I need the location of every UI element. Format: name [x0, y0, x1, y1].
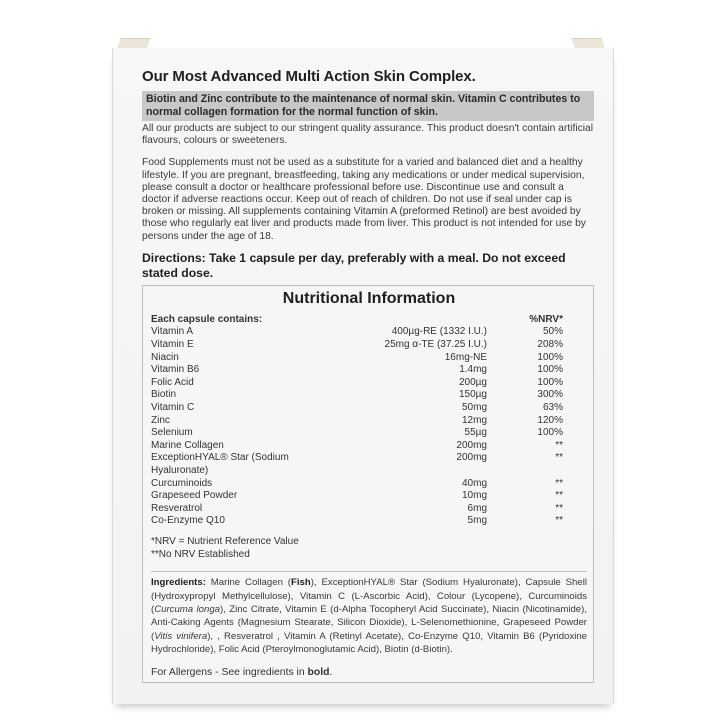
nutrient-row	[151, 427, 587, 440]
nutrient-nrv: 63%	[542, 401, 563, 413]
nutrient-row	[151, 364, 587, 377]
nutrient-row	[151, 415, 587, 428]
nutrient-amount: 25mg α-TE (37.25 I.U.)	[384, 339, 487, 351]
directions: Directions: Take 1 capsule per day, preferably with a meal. Do not exceed stated dose.	[142, 250, 566, 280]
nutrient-row	[151, 503, 587, 516]
quality-assurance-text: All our products are subject to our stringent quality assurance. This product doesn't contain artificial flavours, colours or sweeteners.	[142, 123, 594, 147]
header-nrv: %NRV*	[529, 313, 563, 325]
allergens-bold: bold	[307, 666, 330, 678]
nutrient-amount: 200mg	[456, 439, 487, 451]
nutrient-nrv: 50%	[542, 326, 563, 338]
nutrient-row	[151, 377, 587, 390]
allergens-prefix: For Allergens - See ingredients in	[151, 666, 308, 678]
nutrient-amount: 200mg	[456, 452, 487, 464]
nutrition-notes	[151, 536, 587, 561]
nutrient-amount: 40mg	[461, 477, 487, 489]
nutrient-nrv: 120%	[537, 414, 563, 426]
nutrient-nrv: 208%	[537, 339, 563, 351]
nutrient-nrv: 100%	[537, 376, 563, 388]
ingredients-text	[151, 571, 587, 656]
nutrition-title: Nutritional Information	[282, 289, 456, 307]
nutrient-amount: 50mg	[461, 401, 487, 413]
nutrient-row	[151, 389, 587, 402]
nutrient-amount: 150µg	[458, 389, 487, 401]
nutrient-nrv: **	[555, 439, 563, 451]
nutrient-name: Co-Enzyme Q10	[151, 515, 225, 527]
nutrient-nrv: **	[555, 515, 563, 527]
nutrient-name: Vitamin A	[151, 326, 194, 338]
nutrient-nrv: 100%	[537, 351, 563, 363]
nutrient-nrv: 100%	[537, 427, 563, 439]
nutrient-row	[151, 352, 587, 365]
warning-text: Food Supplements must not be used as a substitute for a varied and balanced diet and a healthy lifestyle. If you are pregnant, breastfeeding, taking any medications or under medical supervision, please consult a doctor or healthcare professional before use. Discontinue use and consult a doctor if adverse reactions occur. Keep out of reach of children. Do not use if seal under cap is broken or missing. All supplements containing Vitamin A (preformed Retinol) are best avoided by those who regularly eat liver and products made from liver. This product is not intended for use by persons under the age of 18.	[142, 157, 586, 242]
nutrient-amount: 6mg	[467, 502, 487, 514]
nutrient-amount: 12mg	[461, 414, 487, 426]
nutrition-header-row	[151, 314, 587, 327]
nutrient-nrv: **	[555, 490, 563, 502]
nutrient-row	[151, 490, 587, 503]
allergens-note	[151, 667, 587, 678]
nutrient-amount: 1.4mg	[459, 364, 487, 376]
label-content	[142, 68, 594, 683]
nutrient-nrv: 300%	[537, 389, 563, 401]
ingredients-part: ), , Resveratrol , Vitamin A (Retinyl Acetate), Co-Enzyme Q10, Vitamin B6 (Pyridoxine Hydrochloride), Folic Acid (Pteroylmonoglutamic Acid), Biotin (d-Biotin).	[151, 630, 587, 656]
header-label: Each capsule contains:	[151, 313, 263, 325]
nutrient-nrv: **	[555, 452, 563, 464]
nutrient-name: Grapeseed Powder	[151, 490, 238, 502]
allergens-suffix: .	[329, 666, 333, 678]
nutrient-name: Curcuminoids	[151, 477, 213, 489]
nutrient-row	[151, 515, 587, 528]
ingredients-label: Ingredients:	[151, 577, 206, 589]
nutrient-name: ExceptionHYAL® Star (Sodium Hyaluronate)	[151, 452, 289, 476]
nutrient-name: Biotin	[151, 389, 177, 401]
latin-vitis: Vitis vinifera	[154, 630, 208, 642]
nutrient-name: Vitamin B6	[151, 364, 200, 376]
nutrient-amount: 16mg-NE	[444, 351, 487, 363]
nutrient-name: Folic Acid	[151, 376, 194, 388]
nutrient-name: Zinc	[151, 414, 170, 426]
nutrient-name: Selenium	[151, 427, 193, 439]
nutrient-name: Vitamin E	[151, 339, 194, 351]
nutrient-nrv: **	[555, 477, 563, 489]
latin-curcuma: Curcuma longa	[154, 603, 221, 615]
nutrition-panel	[142, 285, 594, 683]
ingredients-part: ), Zinc Citrate, Vitamin E (d-Alpha Tocopheryl Acid Succinate), Niacin (Nicotinamide), Anti-Caking Agents (Magnesium Stearate, Silicon Dioxide), L-Selenomethionine, Grapeseed Powder (	[151, 603, 587, 642]
nutrient-row	[151, 402, 587, 415]
note-no-nrv: **No NRV Established	[151, 548, 250, 560]
nutrient-row	[151, 452, 587, 477]
nutrient-name: Resveratrol	[151, 502, 203, 514]
nutrient-amount: 400µg-RE (1332 I.U.)	[391, 326, 487, 338]
nutrient-amount: 5mg	[467, 515, 487, 527]
note-nrv: *NRV = Nutrient Reference Value	[151, 535, 299, 547]
nutrient-name: Marine Collagen	[151, 439, 224, 451]
allergen-fish: Fish	[291, 577, 311, 589]
nutrient-name: Niacin	[151, 351, 179, 363]
nutrition-rows	[151, 326, 587, 528]
ingredients-part: ), ExceptionHYAL® Star (Sodium Hyaluronate), Capsule Shell (Hydroxypropyl Methylcellulose), Vitamin C (L-Ascorbic Acid), Colour (Lycopene), Curcuminoids (	[151, 577, 587, 615]
nutrient-nrv: **	[555, 502, 563, 514]
nutrient-amount: 200µg	[458, 376, 487, 388]
nutrient-row	[151, 339, 587, 352]
nutrient-row	[151, 440, 587, 453]
nutrient-name: Vitamin C	[151, 401, 195, 413]
nutrient-nrv: 100%	[537, 364, 563, 376]
nutrient-amount: 55µg	[464, 427, 487, 439]
ingredients-part: Marine Collagen (	[205, 577, 291, 589]
nutrient-row	[151, 478, 587, 491]
nutrient-amount: 10mg	[461, 490, 487, 502]
headline: Our Most Advanced Multi Action Skin Complex.	[142, 68, 476, 85]
health-claim-banner: Biotin and Zinc contribute to the maintenance of normal skin. Vitamin C contributes to normal collagen formation for the normal function of skin.	[142, 91, 594, 121]
nutrient-row	[151, 326, 587, 339]
